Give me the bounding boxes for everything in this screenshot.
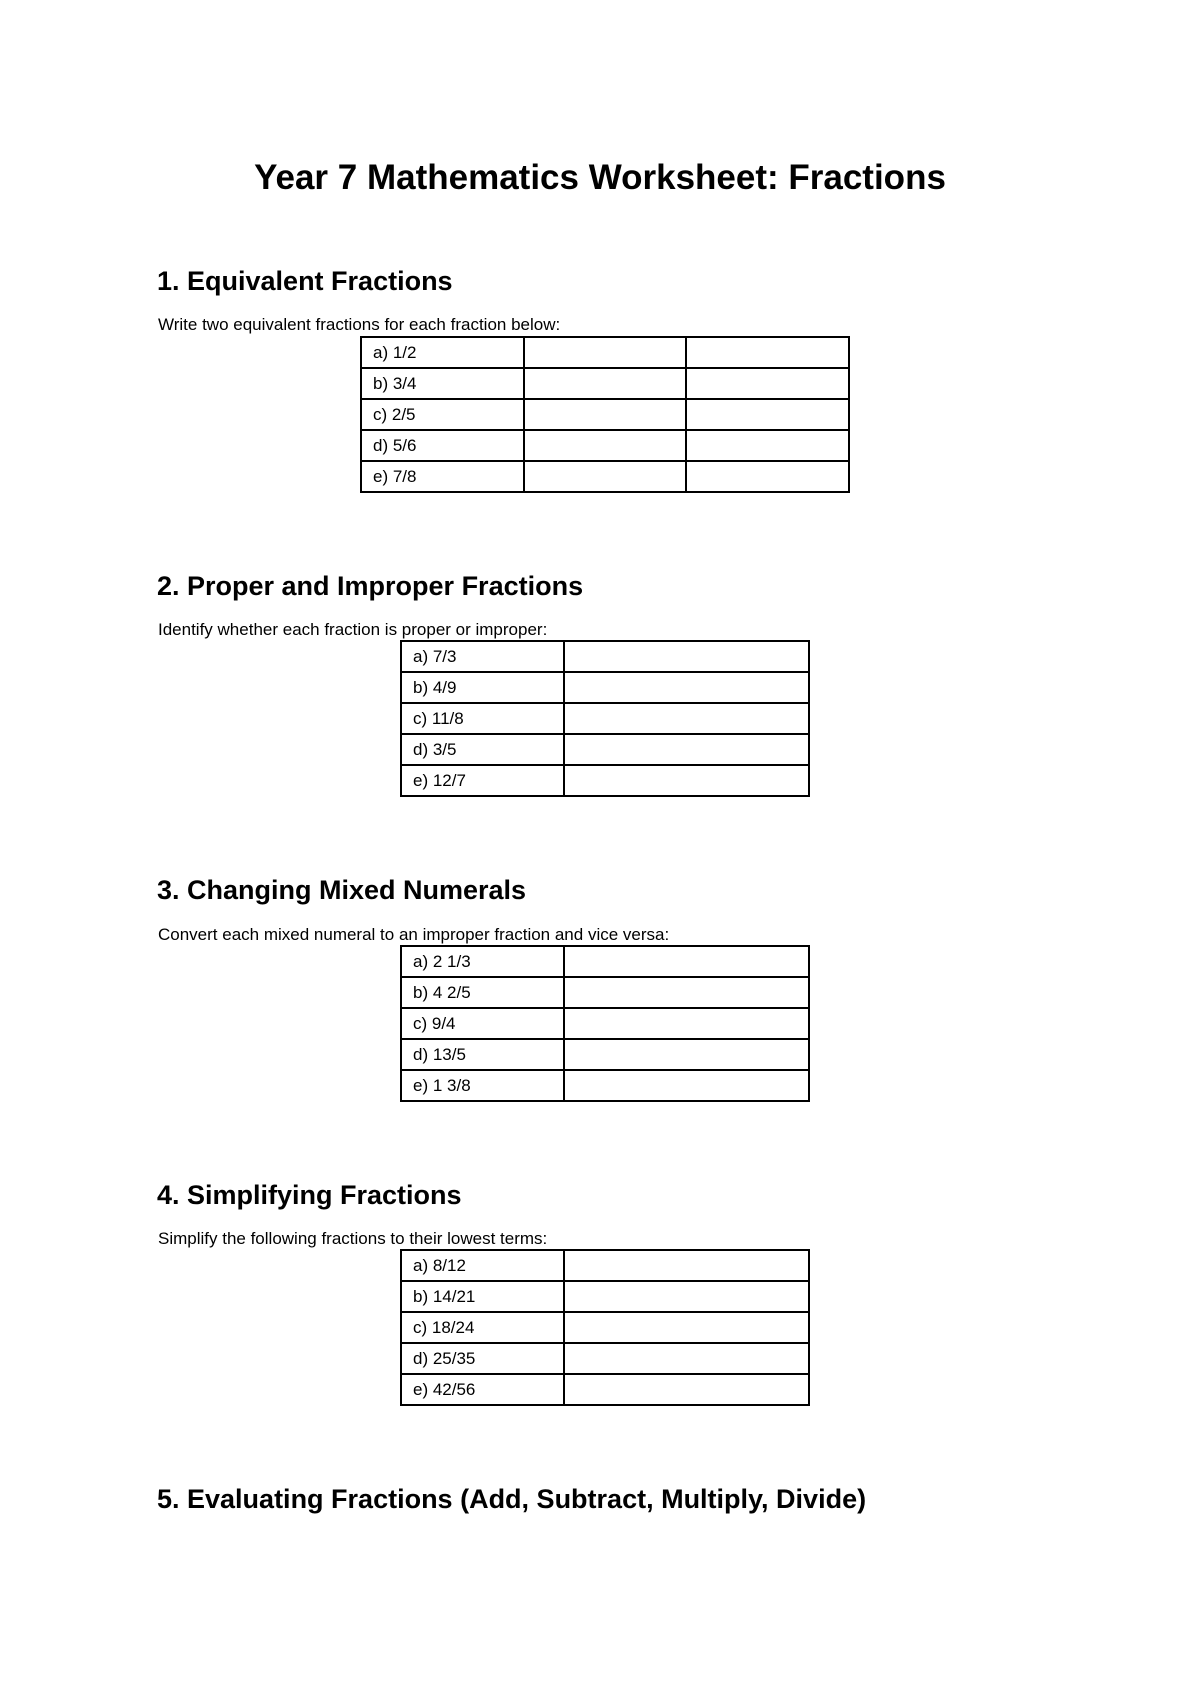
section-1-table [360,336,850,493]
item-cell: a) 2 1/3 [401,946,564,977]
item-cell: d) 13/5 [401,1039,564,1070]
table-row [401,1312,809,1343]
answer-cell[interactable] [524,399,686,430]
item-cell: c) 11/8 [401,703,564,734]
table-row [401,1039,809,1070]
table-row [401,703,809,734]
section-4-heading: 4. Simplifying Fractions [157,1180,462,1210]
section-2-instruction: Identify whether each fraction is proper or improper: [158,620,548,639]
answer-cell[interactable] [564,765,809,796]
section-3-table [400,945,810,1102]
table-row [401,1281,809,1312]
table-row [401,946,809,977]
table-row [401,1343,809,1374]
item-cell: e) 1 3/8 [401,1070,564,1101]
item-cell: c) 2/5 [361,399,524,430]
answer-cell[interactable] [564,1039,809,1070]
answer-cell[interactable] [524,430,686,461]
section-2-heading: 2. Proper and Improper Fractions [157,571,584,601]
item-cell: a) 1/2 [361,337,524,368]
page-title: Year 7 Mathematics Worksheet: Fractions [254,158,946,197]
table-row [361,368,849,399]
answer-cell[interactable] [564,946,809,977]
table-row [401,672,809,703]
answer-cell[interactable] [686,430,849,461]
table-row [361,337,849,368]
item-cell: c) 18/24 [401,1312,564,1343]
item-cell: a) 8/12 [401,1250,564,1281]
item-cell: d) 25/35 [401,1343,564,1374]
table-row [401,765,809,796]
table-row [401,734,809,765]
item-cell: d) 3/5 [401,734,564,765]
answer-cell[interactable] [686,461,849,492]
answer-cell[interactable] [564,1281,809,1312]
item-cell: c) 9/4 [401,1008,564,1039]
answer-cell[interactable] [524,368,686,399]
section-2-table [400,640,810,797]
item-cell: e) 12/7 [401,765,564,796]
table-row [401,1070,809,1101]
answer-cell[interactable] [564,1008,809,1039]
answer-cell[interactable] [564,1250,809,1281]
table-row [401,977,809,1008]
table-row [361,461,849,492]
answer-cell[interactable] [564,1374,809,1405]
answer-cell[interactable] [524,461,686,492]
answer-cell[interactable] [564,672,809,703]
section-1-instruction: Write two equivalent fractions for each fraction below: [158,315,561,334]
table-row [401,1250,809,1281]
answer-cell[interactable] [564,977,809,1008]
item-cell: b) 4 2/5 [401,977,564,1008]
table-row [401,1008,809,1039]
answer-cell[interactable] [564,734,809,765]
answer-cell[interactable] [564,1343,809,1374]
section-3-instruction: Convert each mixed numeral to an improper fraction and vice versa: [158,925,670,944]
answer-cell[interactable] [686,399,849,430]
answer-cell[interactable] [564,1312,809,1343]
section-1-heading: 1. Equivalent Fractions [157,266,453,296]
answer-cell[interactable] [524,337,686,368]
item-cell: e) 7/8 [361,461,524,492]
answer-cell[interactable] [564,1070,809,1101]
section-4-table [400,1249,810,1406]
item-cell: d) 5/6 [361,430,524,461]
answer-cell[interactable] [686,368,849,399]
item-cell: b) 14/21 [401,1281,564,1312]
item-cell: e) 42/56 [401,1374,564,1405]
section-4-instruction: Simplify the following fractions to their lowest terms: [158,1229,548,1248]
answer-cell[interactable] [686,337,849,368]
table-row [361,430,849,461]
answer-cell[interactable] [564,641,809,672]
item-cell: a) 7/3 [401,641,564,672]
table-row [401,641,809,672]
table-row [401,1374,809,1405]
section-3-heading: 3. Changing Mixed Numerals [157,875,527,905]
item-cell: b) 4/9 [401,672,564,703]
table-row [361,399,849,430]
item-cell: b) 3/4 [361,368,524,399]
answer-cell[interactable] [564,703,809,734]
section-5-heading: 5. Evaluating Fractions (Add, Subtract, Multiply, Divide) [157,1484,867,1514]
